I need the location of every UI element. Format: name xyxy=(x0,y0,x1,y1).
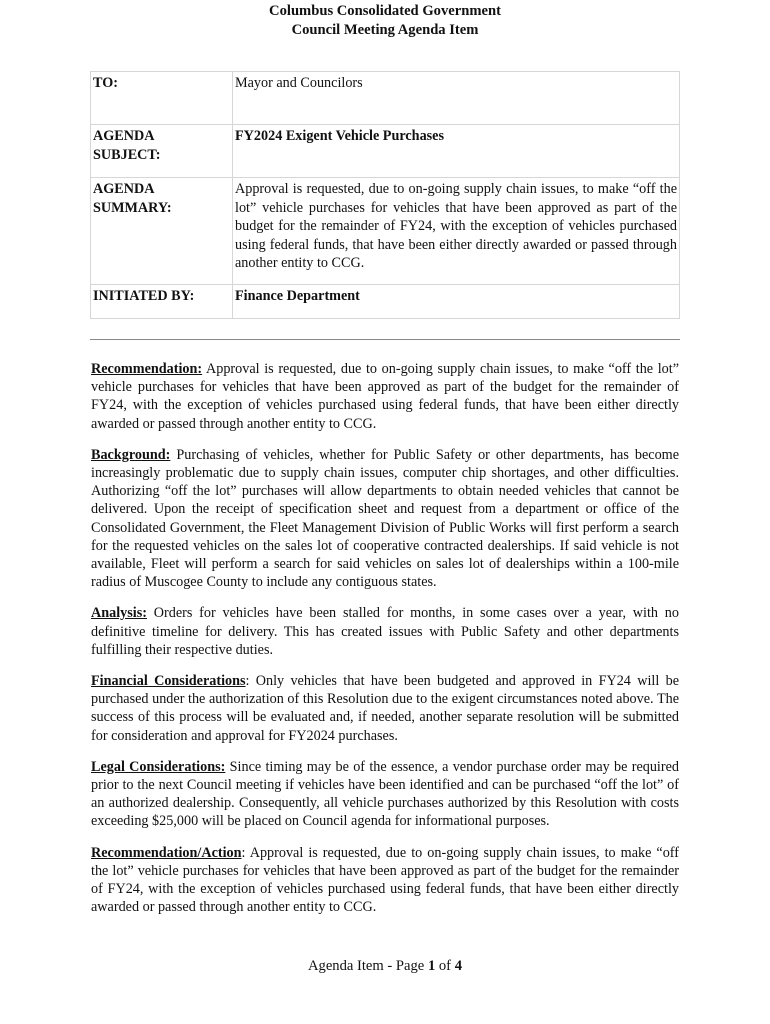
action-text: : Approval is requested, due to on-going supply chain issues, to make “off the lot” vehicle purchases for vehicles that have been approved as part of the budget for the remainder of FY24, with the exception of vehicles purchased using federal funds, that have been either directly awarded or passed through another entity to CCG. xyxy=(91,844,679,916)
footer-of: of xyxy=(435,958,455,974)
to-row xyxy=(91,72,680,125)
summary-row xyxy=(91,178,680,285)
footer-page-number: 1 xyxy=(427,958,436,974)
analysis-heading: Analysis: xyxy=(91,605,147,622)
action-heading: Recommendation/Action xyxy=(91,844,242,861)
background-paragraph xyxy=(91,446,679,592)
subject-label-line2: SUBJECT: xyxy=(93,146,161,163)
to-value: Mayor and Councilors xyxy=(233,72,680,125)
subject-row xyxy=(91,125,680,178)
subject-value: FY2024 Exigent Vehicle Purchases xyxy=(233,125,680,178)
footer-prefix: Agenda Item - Page xyxy=(307,958,428,974)
legal-heading: Legal Considerations: xyxy=(91,758,226,775)
summary-label-line2: SUMMARY: xyxy=(93,199,172,216)
initiated-row xyxy=(91,285,680,319)
legal-text: Since timing may be of the essence, a vendor purchase order may be required prior to the next Council meeting if vehicles have been identified and can be purchased “off the lot” of an authorized dealership. Consequently, all vehicle purchases authorized by this Resolution with costs exceeding $25,000 will be placed on Council agenda for informational purposes. xyxy=(91,758,679,830)
financial-heading: Financial Considerations xyxy=(91,673,246,690)
analysis-paragraph xyxy=(91,604,679,659)
summary-label xyxy=(91,178,233,285)
header-subtitle: Council Meeting Agenda Item xyxy=(291,21,479,38)
recommendation-heading: Recommendation: xyxy=(91,361,203,377)
recommendation-text: Approval is requested, due to on-going supply chain issues, to make “off the lot” vehicle purchases for vehicles that have been approved as part of the budget for the remainder of FY24, with the exception of vehicles purchased using federal funds, that have been either directly awarded or passed through another entity to CCG. xyxy=(91,361,679,432)
recommendation-paragraph xyxy=(91,360,679,433)
summary-label-line1: AGENDA xyxy=(93,181,155,197)
initiated-value: Finance Department xyxy=(233,285,680,319)
background-text: Purchasing of vehicles, whether for Public Safety or other departments, has become increasingly problematic due to supply chain issues, computer chip shortages, and other difficulties. Authorizing “off the lot” purchases will allow departments to obtain needed vehicles that cannot be delivered. Upon the receipt of specification sheet and request from a department or office of the Consolidated Government, the Fleet Management Division of Public Works will first perform a search for the requested vehicles on the sales lot of cooperative contracted dealerships. If said vehicle is not available, Fleet will perform a search for said vehicles on sales lot of dealerships within a 100-mile radius of Muscogee County to include any contiguous states. xyxy=(91,446,679,591)
page-footer xyxy=(0,958,770,975)
subject-label-line1: AGENDA xyxy=(93,128,155,144)
legal-paragraph xyxy=(91,758,679,831)
agenda-info-table xyxy=(90,71,680,319)
analysis-text: Orders for vehicles have been stalled for months, in some cases over a year, with no definitive timeline for delivery. This has created issues with Public Safety and other departments fulfilling their respective duties. xyxy=(91,605,679,658)
financial-text: : Only vehicles that have been budgeted and approved in FY24 will be purchased under the authorization of this Resolution due to the exigent circumstances noted above. The success of this process will be evaluated and, if needed, another separate resolution will be submitted for consideration and approval for FY2024 purchases. xyxy=(91,673,679,744)
initiated-label: INITIATED BY: xyxy=(91,285,233,319)
background-heading: Background: xyxy=(91,446,171,463)
subject-label xyxy=(91,125,233,178)
document-body xyxy=(91,360,679,929)
footer-page-total: 4 xyxy=(454,958,462,974)
header-title: Columbus Consolidated Government xyxy=(269,3,501,19)
summary-value: Approval is requested, due to on-going supply chain issues, to make “off the lot” vehicle purchases for vehicles that have been approved as part of the budget for the remainder of FY24, with the exception of vehicles purchased using federal funds, that have been either directly awarded or passed through another entity to CCG. xyxy=(233,178,680,285)
action-paragraph xyxy=(91,844,679,917)
financial-paragraph xyxy=(91,672,679,745)
document-header xyxy=(0,2,770,39)
section-divider xyxy=(90,339,680,340)
to-label: TO: xyxy=(91,72,233,125)
